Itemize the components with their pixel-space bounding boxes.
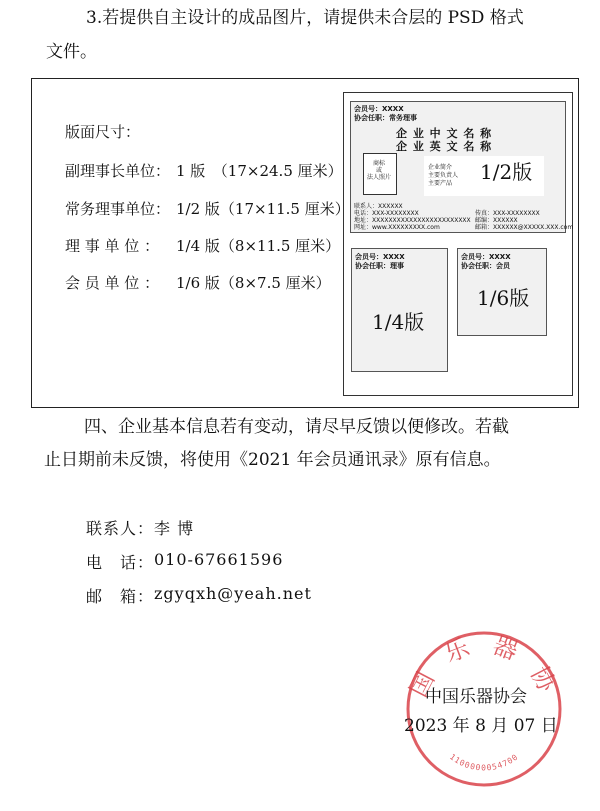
item-3-line1: 3.若提供自主设计的成品图片，请提供未合层的 PSD 格式: [86, 8, 524, 28]
contact-email-label: 邮 箱：: [86, 587, 155, 606]
sixth-member-no: 会员号：XXXX: [461, 253, 511, 261]
size-row-label-vice-chair: 副理事长单位：: [65, 162, 171, 180]
intro-line-3: 主要产品: [428, 180, 453, 187]
quarter-size-label: 1/4版: [372, 310, 425, 334]
logo-placeholder-text: 商标 或 法人照片: [366, 160, 391, 181]
half-contact-left-1: 联系人：XXXXXX: [354, 203, 403, 210]
size-row-label-standing: 常务理事单位：: [65, 200, 171, 218]
contact-person-label: 联系人：: [86, 519, 155, 538]
intro-line-1: 企业简介: [428, 164, 453, 171]
half-name-en: 企 业 英 文 名 称: [396, 140, 493, 153]
section-4-line2: 止日期前未反馈，将使用《2021 年会员通讯录》原有信息。: [44, 450, 501, 470]
size-row-value-standing: 1/2 版（17×11.5 厘米）: [176, 200, 350, 218]
half-contact-left-3: 地址：XXXXXXXXXXXXXXXXXXXXXXXX: [354, 217, 471, 224]
size-row-value-member: 1/6 版（8×7.5 厘米）: [176, 274, 331, 292]
size-row-value-vice-chair: 1 版 （17×24.5 厘米）: [176, 162, 343, 180]
stamp-arc-text: 国 乐 器 协: [404, 631, 564, 702]
half-contact-right-1: 传真：XXX-XXXXXXXX: [475, 210, 540, 217]
size-row-label-director: 理 事 单 位 ：: [65, 237, 160, 255]
contact-person: 李 博: [154, 519, 195, 538]
half-size-label: 1/2版: [480, 160, 533, 184]
sixth-role: 协会任职：会员: [461, 262, 510, 270]
sixth-size-label: 1/6版: [477, 286, 530, 310]
half-contact-right-3: 邮箱：XXXXXX@XXXXX.XXX.com: [475, 224, 574, 231]
size-row-value-director: 1/4 版（8×11.5 厘米）: [176, 237, 341, 255]
half-contact-left-4: 网址：www.XXXXXXXXX.com: [354, 224, 440, 231]
section-4-line1: 四、企业基本信息若有变动，请尽早反馈以便修改。若截: [84, 417, 509, 437]
signature-org: 中国乐器协会: [425, 687, 527, 707]
quarter-member-no: 会员号：XXXX: [355, 253, 405, 261]
half-contact-right-2: 邮编：XXXXXX: [475, 217, 518, 224]
intro-line-2: 主要负责人: [428, 172, 459, 179]
official-stamp: [402, 627, 566, 791]
size-title: 版面尺寸：: [65, 123, 141, 141]
contact-phone: 010-67661596: [154, 550, 284, 569]
half-member-no: 会员号：XXXX: [354, 105, 404, 113]
quarter-role: 协会任职：理事: [355, 262, 404, 270]
half-role: 协会任职：常务理事: [354, 114, 417, 122]
item-3-line2: 文件。: [46, 42, 97, 62]
half-name-cn: 企 业 中 文 名 称: [396, 127, 493, 140]
size-row-label-member: 会 员 单 位 ：: [65, 274, 160, 292]
contact-email[interactable]: zgyqxh@yeah.net: [154, 584, 312, 603]
contact-phone-label: 电 话：: [86, 553, 155, 572]
half-contact-left-2: 电话：XXX-XXXXXXXX: [354, 210, 419, 217]
signature-date: 2023 年 8 月 07 日: [404, 716, 558, 736]
stamp-number: 1100000054700: [447, 752, 521, 773]
